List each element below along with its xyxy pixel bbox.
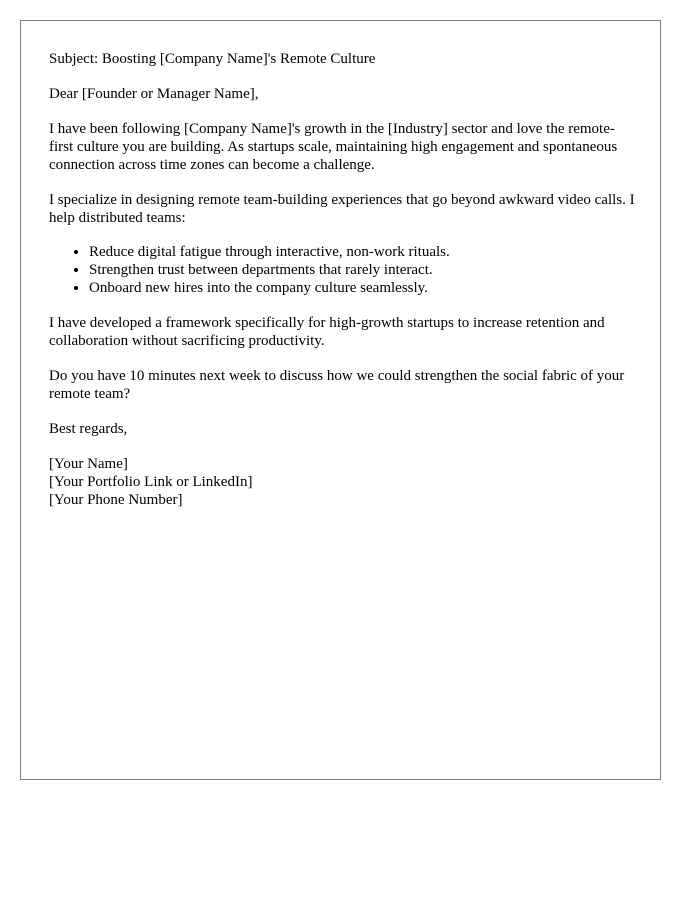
list-item: • Onboard new hires into the company culture seamlessly. bbox=[89, 279, 639, 297]
list-item: • Reduce digital fatigue through interactive, non-work rituals. bbox=[89, 243, 639, 261]
list-item: • Strengthen trust between departments that rarely interact. bbox=[89, 261, 639, 279]
body-paragraph-2: I specialize in designing remote team-building experiences that go beyond awkward video calls. I help distributed teams: bbox=[49, 192, 635, 226]
body-paragraph-3: I have developed a framework specifically for high-growth startups to increase retention and collaboration without sacrificing productivity. bbox=[49, 315, 605, 349]
body-paragraph-1: I have been following [Company Name]'s growth in the [Industry] sector and love the remote-first culture you are building. As startups scale, maintaining high engagement and spontaneous connection across time zones can become a challenge. bbox=[49, 121, 618, 173]
subject-line: Subject: Boosting [Company Name]'s Remote Culture bbox=[49, 51, 376, 67]
signature-block bbox=[49, 455, 639, 509]
body-paragraph-4: Do you have 10 minutes next week to discuss how we could strengthen the social fabric of your remote team? bbox=[49, 368, 625, 402]
letter-page bbox=[20, 20, 661, 780]
benefits-list bbox=[49, 243, 639, 297]
signature-phone: [Your Phone Number] bbox=[49, 492, 183, 508]
greeting: Dear [Founder or Manager Name], bbox=[49, 86, 259, 102]
signature-portfolio: [Your Portfolio Link or LinkedIn] bbox=[49, 474, 253, 490]
closing: Best regards, bbox=[49, 421, 128, 437]
letter-content bbox=[49, 50, 639, 526]
signature-name: [Your Name] bbox=[49, 456, 128, 472]
